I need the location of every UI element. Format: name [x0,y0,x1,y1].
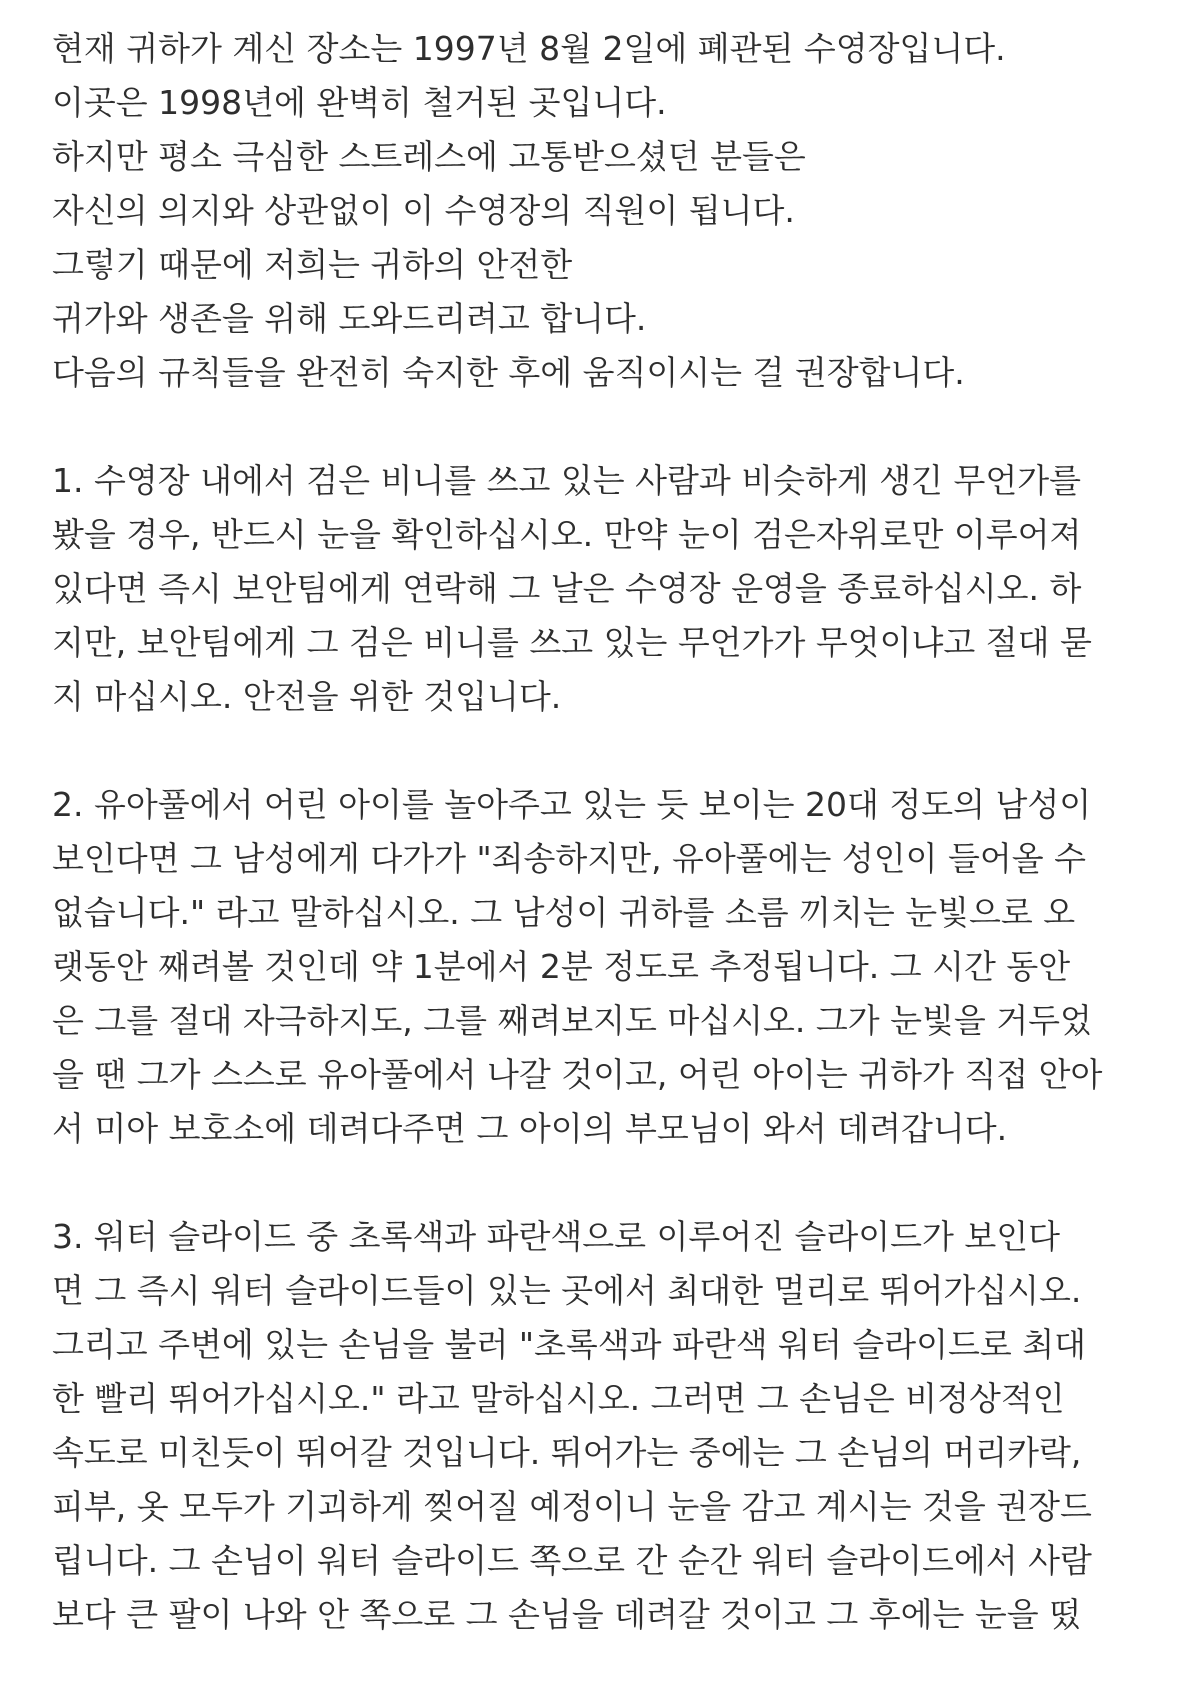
text-line: 을 땐 그가 스스로 유아풀에서 나갈 것이고, 어린 아이는 귀하가 직접 안아 [52,1055,1103,1094]
text-line: 한 빨리 뛰어가십시오." 라고 말하십시오. 그러면 그 손님은 비정상적인 [52,1379,1065,1418]
text-line: 보인다면 그 남성에게 다가가 "죄송하지만, 유아풀에는 성인이 들어올 수 [52,839,1087,878]
text-line: 피부, 옷 모두가 기괴하게 찢어질 예정이니 눈을 감고 계시는 것을 권장드 [52,1487,1092,1526]
text-line: 자신의 의지와 상관없이 이 수영장의 직원이 됩니다. [52,191,795,230]
text-line: 다음의 규칙들을 완전히 숙지한 후에 움직이시는 걸 권장합니다. [52,353,965,392]
text-line: 면 그 즉시 워터 슬라이드들이 있는 곳에서 최대한 멀리로 뛰어가십시오. [52,1271,1082,1310]
text-line: 은 그를 절대 자극하지도, 그를 째려보지도 마십시오. 그가 눈빛을 거두었 [52,1001,1092,1040]
intro-paragraph [52,22,1172,400]
document-body [52,22,1172,1642]
text-line: 지만, 보안팀에게 그 검은 비니를 쓰고 있는 무언가가 무엇이냐고 절대 묻 [52,623,1092,662]
text-line: 봤을 경우, 반드시 눈을 확인하십시오. 만약 눈이 검은자위로만 이루어져 [52,515,1082,554]
text-line: 서 미아 보호소에 데려다주면 그 아이의 부모님이 와서 데려갑니다. [52,1109,1008,1148]
text-line: 귀가와 생존을 위해 도와드리려고 합니다. [52,299,647,338]
text-line: 립니다. 그 손님이 워터 슬라이드 쪽으로 간 순간 워터 슬라이드에서 사람 [52,1541,1092,1580]
paragraph-gap [52,400,1172,454]
text-line: 있다면 즉시 보안팀에게 연락해 그 날은 수영장 운영을 종료하십시오. 하 [52,569,1082,608]
text-line: 1. 수영장 내에서 검은 비니를 쓰고 있는 사람과 비슷하게 생긴 무언가를 [52,461,1081,500]
text-line: 없습니다." 라고 말하십시오. 그 남성이 귀하를 소름 끼치는 눈빛으로 오 [52,893,1076,932]
text-line: 지 마십시오. 안전을 위한 것입니다. [52,677,562,716]
text-line: 보다 큰 팔이 나와 안 쪽으로 그 손님을 데려갈 것이고 그 후에는 눈을 떴 [52,1595,1081,1634]
rule-3-paragraph [52,1210,1172,1642]
paragraph-gap [52,1156,1172,1210]
text-line: 3. 워터 슬라이드 중 초록색과 파란색으로 이루어진 슬라이드가 보인다 [52,1217,1060,1256]
paragraph-gap [52,724,1172,778]
text-line: 현재 귀하가 계신 장소는 1997년 8월 2일에 폐관된 수영장입니다. [52,29,1006,68]
text-line: 하지만 평소 극심한 스트레스에 고통받으셨던 분들은 [52,137,806,176]
text-line: 속도로 미친듯이 뛰어갈 것입니다. 뛰어가는 중에는 그 손님의 머리카락, [52,1433,1082,1472]
text-line: 랫동안 째려볼 것인데 약 1분에서 2분 정도로 추정됩니다. 그 시간 동안 [52,947,1071,986]
text-line: 이곳은 1998년에 완벽히 철거된 곳입니다. [52,83,667,122]
text-line: 그리고 주변에 있는 손님을 불러 "초록색과 파란색 워터 슬라이드로 최대 [52,1325,1087,1364]
rule-1-paragraph [52,454,1172,724]
text-line: 그렇기 때문에 저희는 귀하의 안전한 [52,245,573,284]
text-line: 2. 유아풀에서 어린 아이를 놀아주고 있는 듯 보이는 20대 정도의 남성이 [52,785,1092,824]
rule-2-paragraph [52,778,1172,1156]
